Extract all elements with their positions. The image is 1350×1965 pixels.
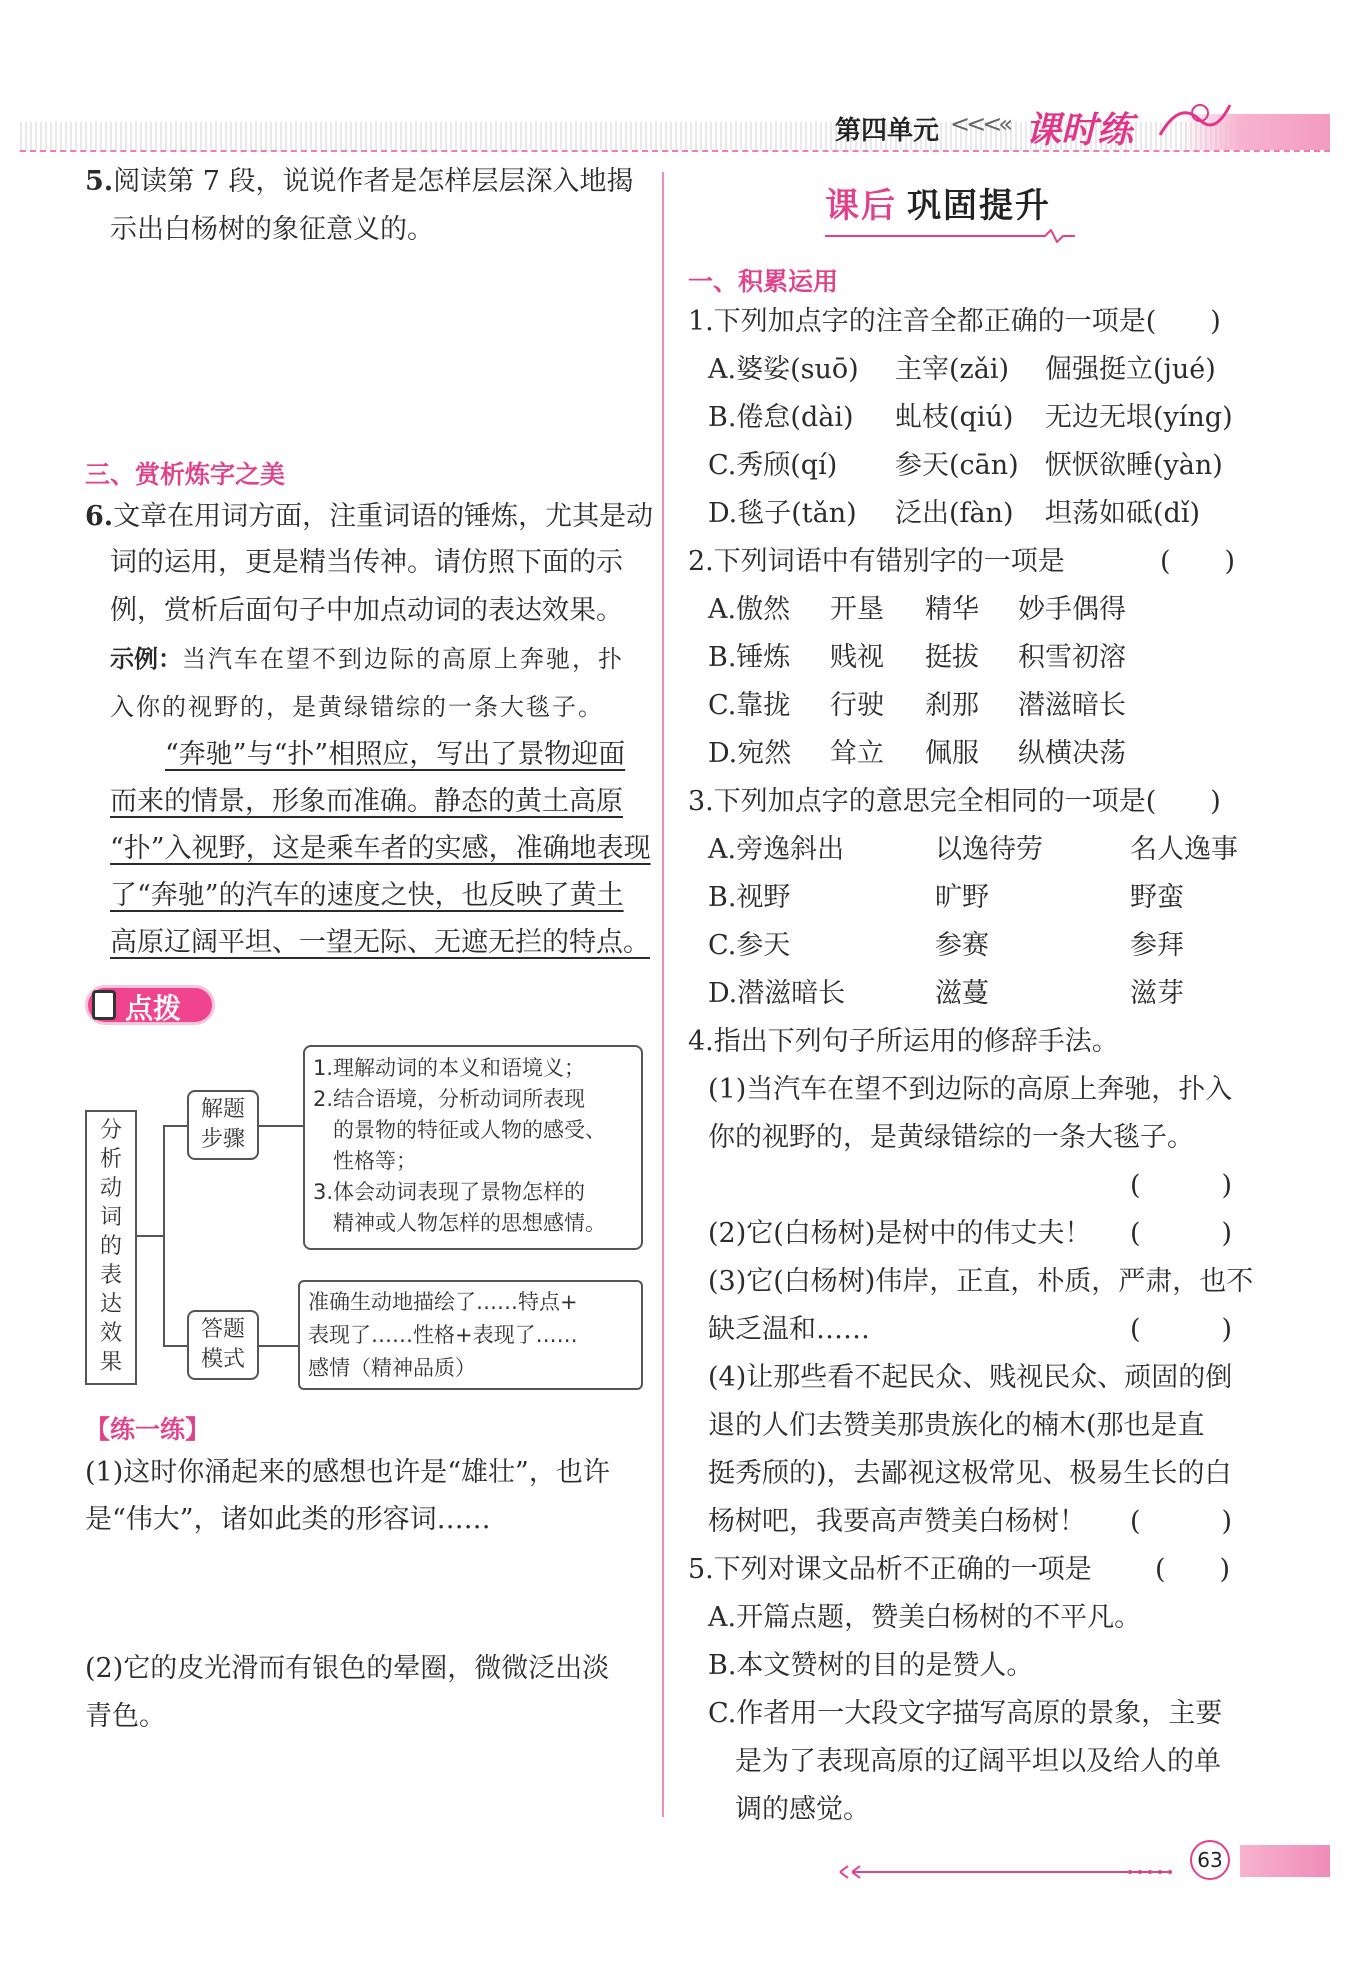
- r-q2-d3: 佩服: [925, 738, 979, 769]
- r-q1-option-d2: 泛出(fàn): [895, 498, 1014, 529]
- steps-label-line: 解题: [200, 1097, 245, 1122]
- unit-arrows: <<<«: [950, 110, 1010, 138]
- r-q4-s4-paren: ( ): [1130, 1506, 1233, 1537]
- r-q1-option-a3: 倔强挺立(jué): [1045, 354, 1216, 385]
- r-q2-c3: 刹那: [925, 690, 979, 721]
- r-q2-a1: A.傲然: [708, 594, 791, 625]
- r-q1-option-a: A.婆娑(suō): [708, 354, 859, 385]
- r-q3-d1: D.潜滋暗长: [708, 978, 846, 1009]
- diagram-connector: [163, 1125, 188, 1127]
- q6-answer-line2: 而来的情景，形象而准确。静态的黄土高原: [110, 786, 623, 817]
- after-class-title-left: 课后: [825, 186, 897, 226]
- diagram-connector: [259, 1125, 304, 1127]
- diagram-connector: [163, 1125, 165, 1345]
- page-header: [0, 100, 1350, 160]
- r-q3-b3: 野蛮: [1130, 882, 1184, 913]
- diagram-mode-label-box: [187, 1310, 259, 1380]
- r-q4-s4-line1: (4)让那些看不起民众、贱视民众、顽固的倒: [708, 1362, 1233, 1393]
- r-q4-s3-line1: (3)它(白杨树)伟岸，正直，朴质，严肃，也不: [708, 1266, 1254, 1297]
- r-q3-d2: 滋蔓: [935, 978, 989, 1009]
- tip-book-icon: [92, 990, 116, 1020]
- r-q3-a1: A.旁逸斜出: [708, 834, 845, 865]
- r-q3-a3: 名人逸事: [1130, 834, 1238, 865]
- r-q3-c3: 参拜: [1130, 930, 1184, 961]
- step-line: 的景物的特征或人物的感受、: [333, 1118, 606, 1142]
- step-line: 精神或人物怎样的思想感情。: [333, 1211, 606, 1235]
- r-q5-paren: ( ): [1155, 1554, 1231, 1585]
- diagram-connector: [137, 1235, 165, 1237]
- r-q2-d4: 纵横决荡: [1018, 738, 1126, 769]
- step-line: 2.结合语境，分析动词所表现: [313, 1087, 586, 1111]
- section-1-title: 一、积累运用: [688, 267, 839, 296]
- q6-line2: 词的运用，更是精当传神。请仿照下面的示: [110, 547, 623, 578]
- q5-number: 5.: [85, 166, 114, 197]
- mode-line: 感情（精神品质）: [308, 1356, 476, 1380]
- brand-swirl-icon: [1155, 95, 1235, 145]
- r-q3-d3: 滋芽: [1130, 978, 1184, 1009]
- r-q3-b1: B.视野: [708, 882, 791, 913]
- q5-text1: 阅读第 7 段，说说作者是怎样层层深入地揭: [113, 166, 634, 197]
- r-q2-b4: 积雪初溶: [1018, 642, 1126, 673]
- r-q4-s4-line2: 退的人们去赞美那贵族化的楠木(那也是直: [708, 1410, 1205, 1441]
- q6-answer-line1: “奔驰”与“扑”相照应，写出了景物迎面: [165, 739, 626, 770]
- r-q2-c2: 行驶: [830, 690, 884, 721]
- diagram-root-text: [87, 1112, 135, 1377]
- mode-text: [300, 1282, 641, 1385]
- after-class-title-right: 巩固提升: [907, 186, 1051, 226]
- r-q3-stem: 3.下列加点字的意思完全相同的一项是( ): [688, 786, 1221, 817]
- root-char: 效: [99, 1321, 122, 1346]
- r-q3-c2: 参赛: [935, 930, 989, 961]
- q6-line1: [85, 500, 653, 534]
- q6-answer-line3: “扑”入视野，这是乘车者的实感，准确地表现: [110, 833, 651, 864]
- q6-text1: 文章在用词方面，注重词语的锤炼，尤其是动: [113, 501, 654, 532]
- r-q1-stem: 1.下列加点字的注音全都正确的一项是( ): [688, 306, 1221, 337]
- r-q5-option-c-line3: 调的感觉。: [735, 1794, 870, 1825]
- q6-answer-line5: 高原辽阔平坦、一望无际、无遮无拦的特点。: [110, 927, 650, 958]
- steps-label: [189, 1092, 257, 1155]
- r-q2-c1: C.靠拢: [708, 690, 791, 721]
- r-q4-stem: 4.指出下列句子所运用的修辞手法。: [688, 1026, 1119, 1057]
- header-dashed-line: [20, 150, 1330, 152]
- r-q2-c4: 潜滋暗长: [1018, 690, 1126, 721]
- r-q4-s4-line3: 挺秀颀的)，去鄙视这极常见、极易生长的白: [708, 1458, 1232, 1489]
- r-q1-option-b2: 虬枝(qiú): [895, 402, 1014, 433]
- r-q5-option-c-line2: 是为了表现高原的辽阔平坦以及给人的单: [735, 1746, 1221, 1777]
- r-q4-s1-line1: (1)当汽车在望不到边际的高原上奔驰，扑入: [708, 1074, 1233, 1105]
- r-q4-s3-paren: ( ): [1130, 1314, 1233, 1345]
- root-char: 果: [99, 1350, 122, 1375]
- r-q2-a3: 精华: [925, 594, 979, 625]
- root-char: 析: [99, 1147, 122, 1172]
- after-class-title: [825, 178, 1075, 243]
- diagram-mode-box: [298, 1280, 643, 1390]
- r-q2-a4: 妙手偶得: [1018, 594, 1126, 625]
- root-char: 词: [99, 1205, 122, 1230]
- r-q4-s1-paren: ( ): [1130, 1170, 1233, 1201]
- root-char: 的: [99, 1234, 122, 1259]
- mode-label-line: 模式: [200, 1347, 245, 1372]
- mode-label: [189, 1312, 257, 1375]
- root-char: 达: [99, 1292, 122, 1317]
- r-q2-b1: B.锤炼: [708, 642, 791, 673]
- r-q2-d1: D.宛然: [708, 738, 792, 769]
- r-q3-b2: 旷野: [935, 882, 989, 913]
- r-q2-d2: 耸立: [830, 738, 884, 769]
- r-q3-a2: 以逸待劳: [935, 834, 1043, 865]
- page-number: 63: [1190, 1840, 1230, 1880]
- r-q4-s4-line4: 杨树吧，我要高声赞美白杨树！: [708, 1506, 1086, 1537]
- practice-2-line2: 青色。: [85, 1701, 166, 1732]
- example-text1: 当汽车在望不到边际的高原上奔驰，扑: [182, 645, 624, 673]
- brand-logo: 课时练: [1025, 110, 1134, 151]
- practice-1-line2: 是“伟大”，诸如此类的形容词……: [85, 1504, 491, 1535]
- diagram-root-box: [85, 1110, 137, 1385]
- r-q2-paren: ( ): [1160, 546, 1236, 577]
- r-q4-s1-line2: 你的视野的，是黄绿错综的一条大毯子。: [708, 1122, 1194, 1153]
- r-q5-stem: 5.下列对课文品析不正确的一项是: [688, 1554, 1092, 1585]
- r-q4-s3-line2: 缺乏温和……: [708, 1314, 870, 1345]
- steps-text: [305, 1047, 641, 1239]
- r-q1-option-d3: 坦荡如砥(dǐ): [1045, 498, 1200, 529]
- diagram-steps-box: [303, 1045, 643, 1250]
- step-line: 性格等；: [333, 1149, 417, 1173]
- q5-line2: 示出白杨树的象征意义的。: [110, 214, 434, 245]
- root-char: 动: [99, 1176, 122, 1201]
- r-q2-a2: 开垦: [830, 594, 884, 625]
- q6-example-line2: 入你的视野的，是黄绿错综的一条大毯子。: [110, 693, 604, 721]
- section-3-title: 三、赏析炼字之美: [85, 460, 286, 489]
- root-char: 分: [99, 1118, 122, 1143]
- footer-pink-band: [1240, 1845, 1330, 1877]
- r-q4-s2: (2)它(白杨树)是树中的伟丈夫！: [708, 1218, 1092, 1249]
- r-q1-option-c3: 恹恹欲睡(yàn): [1045, 450, 1223, 481]
- root-char: 表: [99, 1263, 122, 1288]
- r-q1-option-b: B.倦怠(dài): [708, 402, 854, 433]
- r-q5-option-a: A.开篇点题，赞美白杨树的不平凡。: [708, 1602, 1142, 1633]
- diagram-connector: [259, 1345, 299, 1347]
- step-line: 3.体会动词表现了景物怎样的: [313, 1180, 586, 1204]
- r-q4-s2-paren: ( ): [1130, 1218, 1233, 1249]
- r-q1-option-c: C.秀颀(qí): [708, 450, 838, 481]
- r-q1-option-c2: 参天(cān): [895, 450, 1019, 481]
- diagram-connector: [163, 1345, 188, 1347]
- r-q2-b3: 挺拔: [925, 642, 979, 673]
- q6-answer-line4: 了“奔驰”的汽车的速度之快，也反映了黄土: [110, 880, 624, 911]
- mode-line: 表现了……性格+表现了……: [308, 1323, 578, 1347]
- tip-label: 点拨: [125, 992, 182, 1025]
- r-q5-option-c-line1: C.作者用一大段文字描写高原的景象，主要: [708, 1698, 1223, 1729]
- mode-line: 准确生动地描绘了……特点+: [308, 1290, 578, 1314]
- column-divider: [662, 172, 664, 1817]
- practice-title: 【练一练】: [85, 1415, 211, 1444]
- practice-2-line1: (2)它的皮光滑而有银色的晕圈，微微泛出淡: [85, 1653, 610, 1684]
- practice-1-line1: (1)这时你涌起来的感想也许是“雄壮”，也许: [85, 1457, 610, 1488]
- steps-label-line: 步骤: [200, 1127, 245, 1152]
- r-q2-b2: 贱视: [830, 642, 884, 673]
- example-label: 示例：: [110, 645, 182, 673]
- q5-line1: [85, 165, 634, 199]
- q6-line3: 例，赏析后面句子中加点动词的表达效果。: [110, 595, 623, 626]
- after-class-title-text: [825, 178, 1075, 227]
- step-line: 1.理解动词的本义和语境义；: [313, 1056, 586, 1080]
- unit-title: 第四单元: [835, 116, 940, 146]
- diagram-steps-label-box: [187, 1090, 259, 1160]
- r-q2-stem: 2.下列词语中有错别字的一项是: [688, 546, 1065, 577]
- r-q1-option-a2: 主宰(zǎi): [895, 354, 1010, 385]
- q6-number: 6.: [85, 501, 114, 532]
- r-q1-option-b3: 无边无垠(yíng): [1045, 402, 1233, 433]
- q6-example-line1: [110, 642, 624, 676]
- r-q1-option-d: D.毯子(tǎn): [708, 498, 857, 529]
- r-q3-c1: C.参天: [708, 930, 791, 961]
- title-underline-icon: [825, 229, 1075, 243]
- mode-label-line: 答题: [200, 1317, 245, 1342]
- r-q5-option-b: B.本文赞树的目的是赞人。: [708, 1650, 1034, 1681]
